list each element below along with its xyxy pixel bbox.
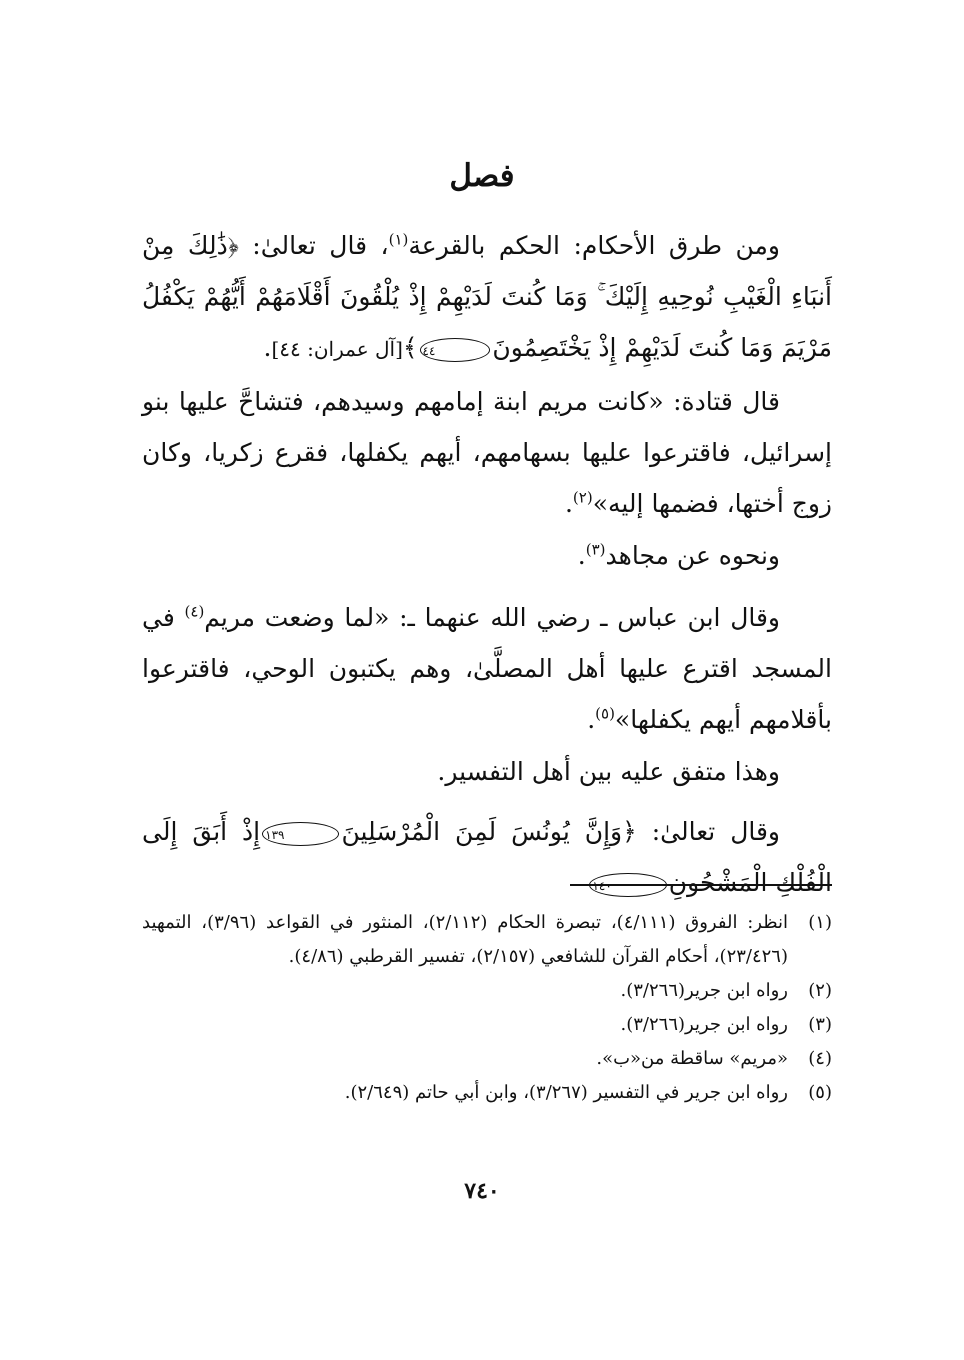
paragraph-ibn-abbas: [142, 592, 832, 745]
quran-verse: إِذْ أَبَقَ إِلَى الْفُلْكِ الْمَشْحُونِ: [142, 817, 832, 897]
paragraph-consensus: [142, 746, 832, 797]
quran-bracket-open: ﴿: [622, 817, 637, 846]
paragraph-lots-rule: [142, 220, 832, 375]
ayah-number-marker: ١٤٠: [589, 873, 666, 897]
quran-bracket-open: ﴿: [227, 231, 239, 260]
paragraph-text: وهذا متفق عليه بين أهل التفسير.: [437, 757, 780, 786]
sentence-end: .: [587, 705, 596, 734]
footnote-marker[interactable]: (٤): [184, 602, 205, 621]
footnote-item: [142, 974, 832, 1008]
ayah-number-marker: ٤٤: [420, 338, 491, 362]
sentence-end: .: [577, 541, 586, 570]
paragraph-text: ، قال تعالىٰ:: [238, 231, 389, 260]
footnote-marker[interactable]: (٢): [572, 488, 593, 507]
footnote-text: رواه ابن جرير(٣/٢٦٦).: [620, 980, 788, 1001]
page-number: ٧٤٠: [464, 1178, 500, 1204]
footnote-text: «مريم» ساقطة من«ب».: [596, 1048, 788, 1069]
footnote-marker[interactable]: (٣): [585, 540, 606, 559]
paragraph-text: وقال تعالىٰ:: [636, 817, 780, 846]
paragraph-mujahid: [142, 530, 832, 581]
paragraph-text: قال قتادة: «كانت مريم ابنة إمامهم وسيدهم، فتشاحَّ عليها بنو إسرائيل، فاقترعوا عليها بسهامهم، أيهم يكفلها، فقرع زكريا، وكان زوج أختها، فضمها إليه»: [142, 387, 832, 518]
footnote-item: [142, 1076, 832, 1110]
footnote-number: (٣): [808, 1014, 832, 1035]
paragraph-yunus-verse: [142, 806, 832, 908]
footnote-item: [142, 906, 832, 974]
quran-verse: وَإِنَّ يُونُسَ لَمِنَ الْمُرْسَلِينَ: [341, 817, 623, 846]
quran-bracket-close: ﴾: [402, 333, 418, 362]
footnote-number: (١): [808, 912, 832, 933]
paragraph-text: ونحوه عن مجاهد: [605, 541, 780, 570]
paragraph-text: في المسجد اقترع عليها أهل المصلَّىٰ، وهم يكتبون الوحي، فاقترعوا بأقلامهم أيهم يكفلها»: [142, 603, 832, 734]
footnote-divider: [570, 884, 832, 886]
footnote-item: [142, 1042, 832, 1076]
paragraph-text: وقال ابن عباس ـ رضي الله عنهما ـ: «لما وضعت مريم: [204, 603, 780, 632]
sentence-end: .: [564, 489, 573, 518]
paragraph-text: ومن طرق الأحكام: الحكم بالقرعة: [408, 231, 780, 260]
footnote-item: [142, 1008, 832, 1042]
sentence-end: .: [263, 333, 272, 362]
footnote-number: (٢): [808, 980, 832, 1001]
verse-reference: [آل عمران: ٤٤]: [271, 337, 403, 361]
section-heading: فصل: [449, 158, 515, 194]
footnote-text: انظر: الفروق (٤/١١١)، تبصرة الحكام (٢/١١٢)، المنثور في القواعد (٣/٩٦)، التمهيد (٢٣/٤٢٦)، أحكام القرآن للشافعي (٢/١٥٧)، تفسير القرطبي (٤/٨٦).: [142, 912, 789, 967]
footnote-text: رواه ابن جرير(٣/٢٦٦).: [620, 1014, 788, 1035]
footnote-marker[interactable]: (١): [388, 230, 409, 249]
paragraph-qatada: [142, 376, 832, 529]
footnotes-list: [142, 906, 832, 1110]
footnote-number: (٥): [808, 1082, 832, 1103]
footnote-text: رواه ابن جرير في التفسير (٣/٢٦٧)، وابن أبي حاتم (٢/٦٤٩).: [344, 1082, 788, 1103]
footnote-number: (٤): [808, 1048, 832, 1069]
quran-verse: ذَٰلِكَ مِنْ أَنبَاءِ الْغَيْبِ نُوحِيهِ إِلَيْكَ ۚ وَمَا كُنتَ لَدَيْهِمْ إِذْ يُلْقُونَ أَقْلَامَهُمْ أَيُّهُمْ يَكْفُلُ مَرْيَمَ وَمَا كُنتَ لَدَيْهِمْ إِذْ يَخْتَصِمُونَ: [142, 231, 832, 362]
ayah-number-marker: ١٣٩: [262, 822, 339, 846]
footnote-marker[interactable]: (٥): [595, 704, 615, 723]
